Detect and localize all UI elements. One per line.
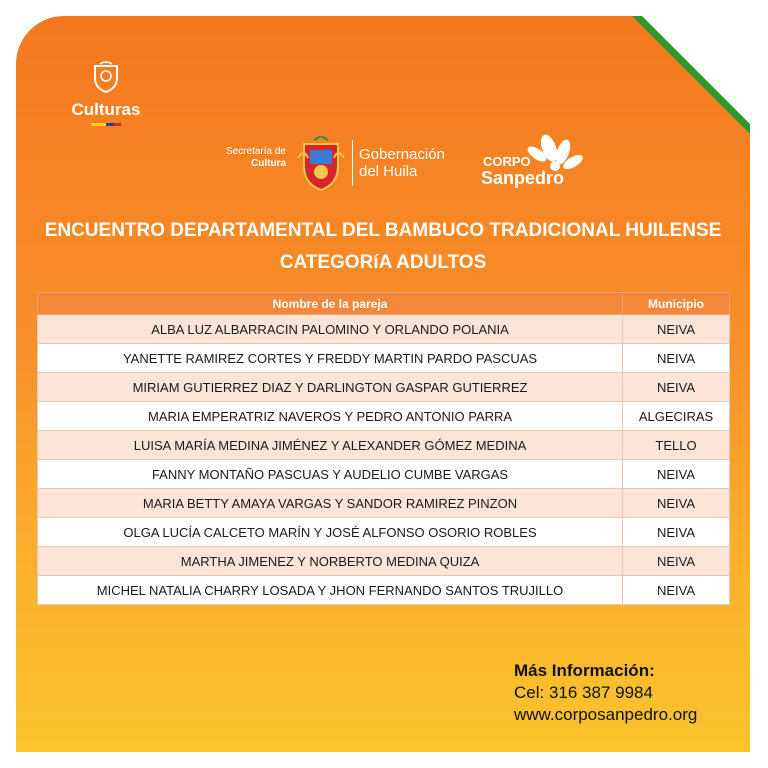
huila-crest-icon [296,136,346,192]
cell-pareja: FANNY MONTAÑO PASCUAS Y AUDELIO CUMBE VARGAS [38,460,623,489]
corpo-wordmark-line1: CORPO [483,154,531,169]
info-title: Más Información: [514,661,655,680]
gobernacion-line1: Gobernación [359,146,445,163]
table-row [38,431,730,460]
table-row [38,518,730,547]
cell-pareja: OLGA LUCÍA CALCETO MARÍN Y JOSÉ ALFONSO OSORIO ROBLES [38,518,623,547]
secretaria-cultura-logo [196,146,286,170]
table-row [38,489,730,518]
secretaria-line2: Cultura [251,158,286,169]
cell-pareja: MICHEL NATALIA CHARRY LOSADA Y JHON FERNANDO SANTOS TRUJILLO [38,576,623,605]
secretaria-line1: Secretaría de [225,146,286,157]
category-title: CATEGORíA ADULTOS [279,252,487,273]
contact-info [514,660,697,726]
cell-municipio: NEIVA [623,315,730,344]
table-row [38,402,730,431]
gobernacion-line2: del Huila [359,163,418,180]
table-row [38,315,730,344]
corner-white-fold [642,16,750,124]
cell-municipio: NEIVA [623,489,730,518]
cell-pareja: MARIA BETTY AMAYA VARGAS Y SANDOR RAMIREZ PINZON [38,489,623,518]
table-row [38,460,730,489]
table-row [38,373,730,402]
corposanpedro-flower-icon [479,126,589,196]
cell-municipio: NEIVA [623,518,730,547]
cel-value: 316 387 9984 [548,683,653,702]
table-row [38,547,730,576]
logo-divider [352,140,353,186]
website-link[interactable]: www.corposanpedro.org [514,705,698,724]
poster-card [16,16,750,752]
cell-municipio: NEIVA [623,373,730,402]
table-row [38,344,730,373]
cell-municipio: ALGECIRAS [623,402,730,431]
culturas-wordmark: Culturas [71,100,141,119]
cell-pareja: MIRIAM GUTIERREZ DIAZ Y DARLINGTON GASPAR GUTIERREZ [38,373,623,402]
colombia-flag-bar [91,123,121,126]
participants-table [37,292,730,605]
gobernacion-huila-logo [359,146,445,180]
cel-line [514,682,697,704]
event-title: ENCUENTRO DEPARTAMENTAL DEL BAMBUCO TRADICIONAL HUILENSE [44,220,722,241]
cell-pareja: LUISA MARÍA MEDINA JIMÉNEZ Y ALEXANDER GÓMEZ MEDINA [38,431,623,460]
table-header-row [38,293,730,315]
cell-municipio: NEIVA [623,576,730,605]
culturas-logo [56,60,156,126]
header-municipio: Municipio [623,293,730,315]
cel-label: Cel: [514,683,545,702]
corpo-wordmark-line2: Sanpedro [481,168,565,188]
cell-pareja: MARTHA JIMENEZ Y NORBERTO MEDINA QUIZA [38,547,623,576]
cell-pareja: YANETTE RAMIREZ CORTES Y FREDDY MARTIN PARDO PASCUAS [38,344,623,373]
header-pareja: Nombre de la pareja [38,293,623,315]
table-row [38,576,730,605]
culturas-shield-icon [91,60,121,94]
cell-municipio: NEIVA [623,344,730,373]
cell-municipio: NEIVA [623,547,730,576]
cell-municipio: NEIVA [623,460,730,489]
cell-pareja: ALBA LUZ ALBARRACIN PALOMINO Y ORLANDO POLANIA [38,315,623,344]
cell-pareja: MARIA EMPERATRIZ NAVEROS Y PEDRO ANTONIO PARRA [38,402,623,431]
cell-municipio: TELLO [623,431,730,460]
